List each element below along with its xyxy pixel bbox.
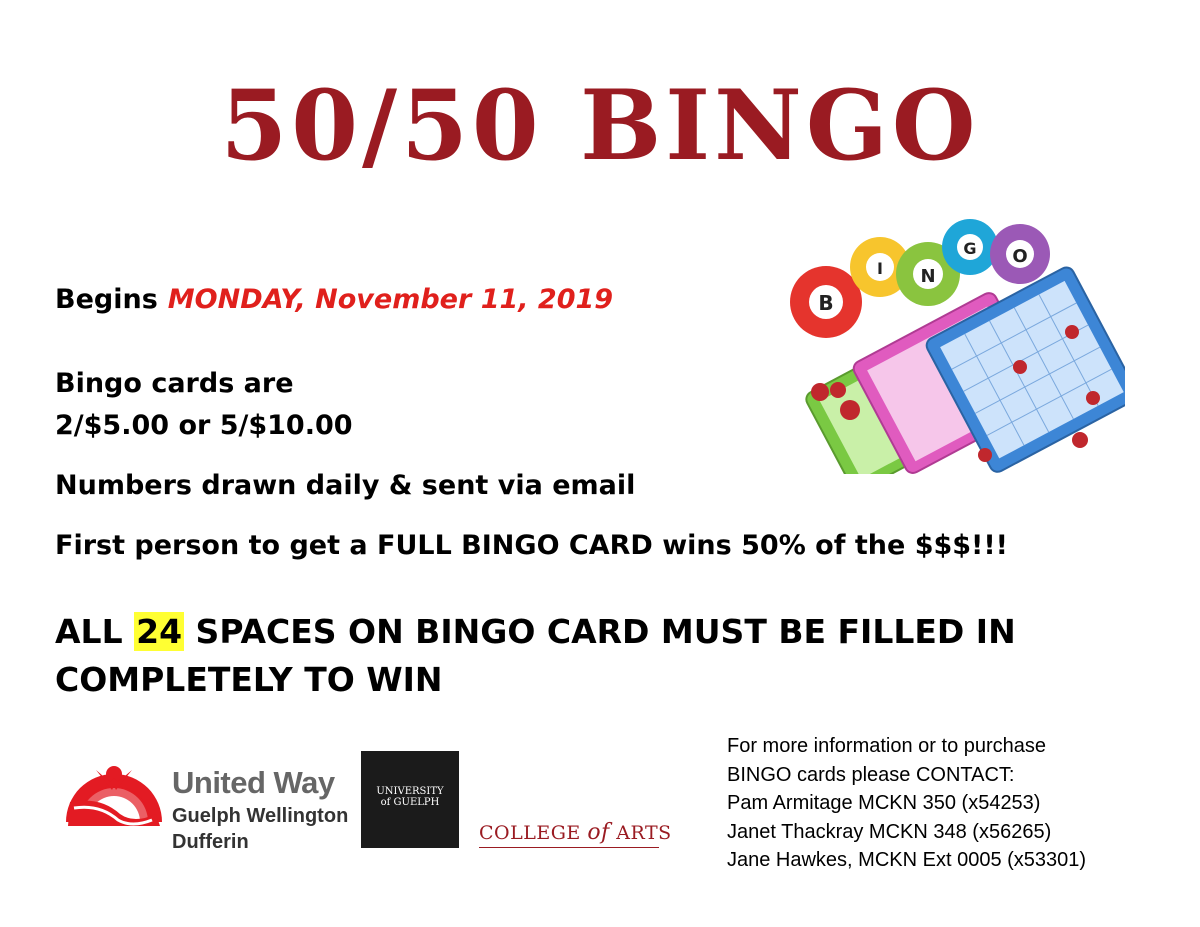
begins-date: MONDAY, November 11, 2019 [167,284,614,315]
united-way-name: United Way [172,765,335,800]
begins-label: Begins [55,284,158,315]
ball-letter: O [1012,246,1028,267]
cards-line-1: Bingo cards are [55,368,294,399]
coa-pre: COLLEGE [479,822,581,844]
ball-letter: G [963,239,977,258]
begins-line [55,284,613,316]
university-guelph-text [361,786,459,808]
rule-highlight: 24 [136,612,183,651]
ball-letter: B [818,291,834,315]
uog-line2: of GUELPH [380,797,440,808]
college-of-arts-rule [479,847,659,848]
page-title: 50/50 BINGO [220,69,980,182]
contact-line: For more information or to purchase [727,735,1047,757]
united-way-sub1: Guelph Wellington [172,805,349,827]
coa-of: of [587,820,610,845]
numbers-line: Numbers drawn daily & sent via email [55,470,636,501]
rule-text [55,608,1155,704]
contact-line: BINGO cards please CONTACT: [727,763,1015,786]
first-line: First person to get a FULL BINGO CARD wins 50% of the $$$!!! [55,530,1008,561]
contact-line: Janet Thackray MCKN 348 (x56265) [727,820,1052,843]
ball-letter: N [920,266,936,287]
united-way-sub2: Dufferin [172,831,249,853]
college-of-arts-logo [479,820,672,845]
contact-line: Jane Hawkes, MCKN Ext 0005 (x53301) [727,849,1087,872]
united-way-logo-icon [60,730,168,835]
uog-line1: UNIVERSITY [376,786,444,797]
cards-line-2: 2/$5.00 or 5/$10.00 [55,410,353,441]
rule-post: SPACES ON BINGO CARD MUST BE FILLED IN COMPLETELY TO WIN [55,612,1016,699]
ball-letter: I [877,259,883,278]
contact-block [727,732,1086,875]
contact-line: Pam Armitage MCKN 350 (x54253) [727,792,1041,815]
rule-pre: ALL [55,612,123,651]
coa-post: ARTS [616,822,672,844]
bingo-illustration [780,212,1125,474]
